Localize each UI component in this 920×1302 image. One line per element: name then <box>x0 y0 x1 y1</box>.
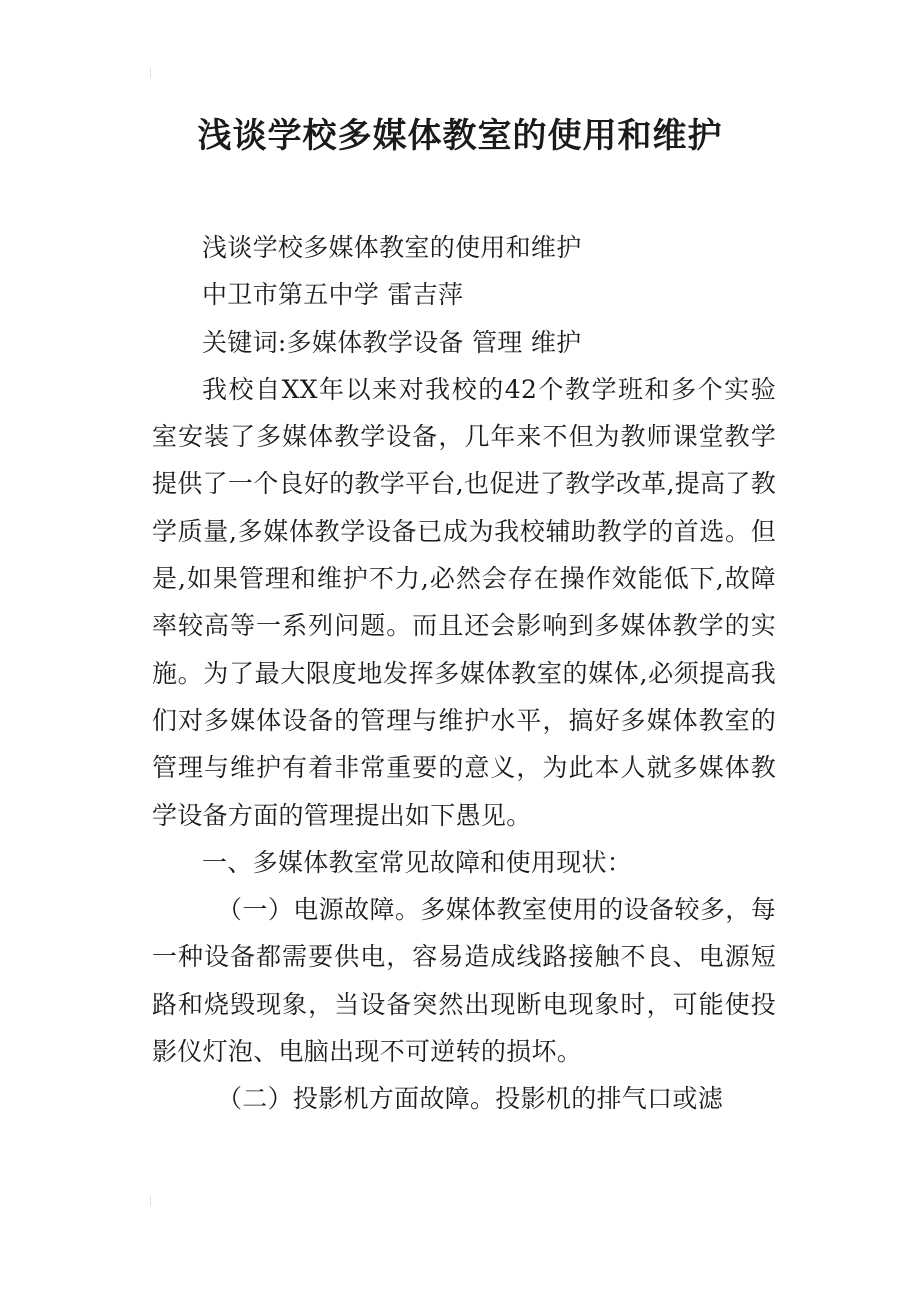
corner-mark-bottom <box>150 1196 157 1206</box>
document-title: 浅谈学校多媒体教室的使用和维护 <box>197 116 723 156</box>
paragraph-section-heading: 一、多媒体教室常见故障和使用现状： <box>202 847 633 877</box>
paragraph-projector-fault: （二）投影机方面故障。投影机的排气口或滤 <box>217 1084 724 1114</box>
paragraph-subtitle: 浅谈学校多媒体教室的使用和维护 <box>202 233 582 262</box>
paragraph-author: 中卫市第五中学 雷吉萍 <box>202 280 464 310</box>
paragraph-intro: 我校自XX年以来对我校的42个教学班和多个实验室安装了多媒体教学设备，几年来不但为教师课堂教学提供了一个良好的教学平台,也促进了教学改革,提高了教学质量,多媒体教学设备已成为我校辅助教学的首选。但是,如果管理和维护不力,必然会存在操作效能低下,故障率较高等一系列问题。而且还会影响到多媒体教学的实施。为了最大限度地发挥多媒体教室的媒体,必须提高我们对多媒体设备的管理与维护水平，搞好多媒体教室的管理与维护有着非常重要的意义，为此本人就多媒体教学设备方面的管理提出如下愚见。 <box>152 374 776 830</box>
corner-mark-top <box>150 68 157 78</box>
document-body <box>152 224 776 1123</box>
paragraph-keywords: 关键词:多媒体教学设备 管理 维护 <box>202 327 582 357</box>
paragraph-power-fault: （一）电源故障。多媒体教室使用的设备较多，每一种设备都需要供电，容易造成线路接触不良、电源短路和烧毁现象，当设备突然出现断电现象时，可能使投影仪灯泡、电脑出现不可逆转的损坏。 <box>152 895 776 1067</box>
